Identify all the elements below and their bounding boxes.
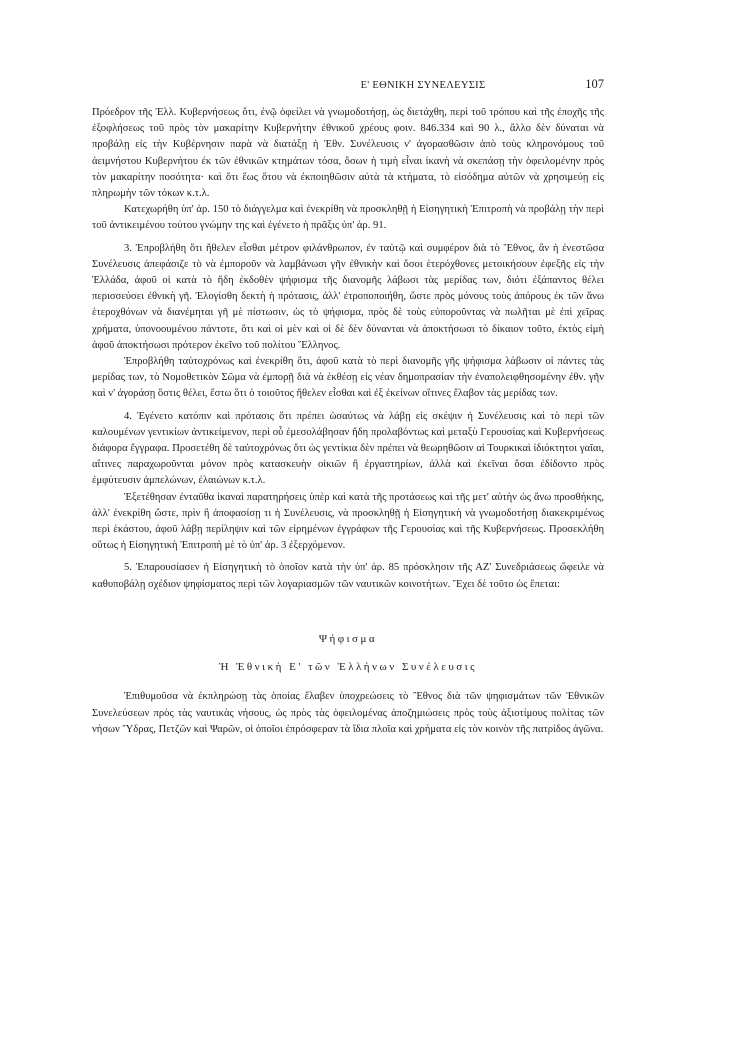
paragraph: Κατεχωρήθη ὑπ' ἀρ. 150 τὸ διάγγελμα καὶ ἐνεκρίθη νὰ προσκληθῇ ἡ Εἰσηγητικὴ Ἐπιτροπὴ νὰ προβάλῃ τὴν περὶ τοῦ ἀντικειμένου τούτου γνώμην της καὶ ἐγένετο ἡ πρᾶξις ὑπ' ἀρ. 91. [92,204,604,232]
page-number: 107 [585,77,604,91]
decree-subtitle: Ἡ Ἐθνικὴ Ε' τῶν Ἑλλήνων Συνέλευσις [218,661,478,674]
page-body [92,105,604,738]
paragraph: Ἐπροβλήθη ταὐτοχρόνως καὶ ἐνεκρίθη ὅτι, ἀφοῦ κατὰ τὸ περὶ διανομῆς γῆς ψήφισμα λάβωσιν οἱ πάντες τὰς μερίδας των, τὸ Νομοθετικὸν Σῶμα νὰ ἐμπορῇ διὰ νὰ ἐκθέσῃ εἰς νέαν δημοπρασίαν τὴν ἐναπολειφθησομένην ἐθν. γῆν καὶ ν' ἀγοράσῃ ὅστις θέλει, ἔστω ὅτι ὁ τοιοῦτος ἤθελεν εἶσθαι καὶ ἐξ ἐκείνων οἵτινες ἔλαβον τὰς μερίδας των. [92,356,604,400]
paragraph: Ἐξετέθησαν ἐνταῦθα ἱκαναὶ παρατηρήσεις ὑπὲρ καὶ κατὰ τῆς προτάσεως καὶ τῆς μετ' αὐτὴν ὡς ἄνω προσθήκης, ἀλλ' ἐνεκρίθη ὥστε, πρὶν ἢ ἀποφασίσῃ τι ἡ Συνέλευσις, νὰ προσκληθῇ ἡ Εἰσηγητικὴ νὰ γνωμοδοτήσῃ διακεκριμένως περὶ ἑκάστου, ἀφοῦ λάβῃ περίληψιν καὶ τῶν εἰρημένων ἐγγράφων τῆς Γερουσίας καὶ τῆς Κυβερνήσεως. Προσεκλήθη οὕτως ἡ Εἰσηγητικὴ Ἐπιτροπὴ μὲ τὸ ὑπ' ἀρ. 3 ἐξερχόμενον. [92,491,604,552]
decree-text: Ἐπιθυμοῦσα νὰ ἐκπληρώσῃ τὰς ὁποίας ἔλαβεν ὑποχρεώσεις τὸ Ἔθνος διὰ τῶν ψηφισμάτων τῶν Ἐθνικῶν Συνελεύσεων πρὸς τὰς ναυτικὰς νήσους, ὡς πρὸς τὰς ὀφειλομένας ἀποζημιώσεις πρὸς τοὺς ἀξιοτίμους πολίτας τῶν νήσων Ὕδρας, Πετζῶν καὶ Ψαρῶν, οἱ ὁποῖοι ἐπρόσφεραν τὰ ἴδια πλοῖα καὶ χρήματα εἰς τὸν κοινὸν τῆς πατρίδος ἀγῶνα. [92,691,604,735]
paragraph-item-3: 3. Ἐπροβλήθη ὅτι ἤθελεν εἶσθαι μέτρον φιλάνθρωπον, ἐν ταὐτῷ καὶ συμφέρον διὰ τὸ Ἔθνος, ἂν ἡ ἐνεστῶσα Συνέλευσις ἀπεφάσιζε τὸ νὰ ἐμποροῦν νὰ λαμβάνωσι γῆν ἐθνικὴν καὶ ὅσοι ἑτερόχθονες μετοικήσουν ἐφεξῆς εἰς τὴν Ἑλλάδα, ἀφοῦ οἱ κατὰ τὸ ἤδη ἐκδοθὲν ψήφισμα τῆς διανομῆς λάβωσι τὰς μερίδας των, διότι ἐξάπαντος θέλει περισσεύσει ἐθνικὴ γῆ. Ἐλογίσθη δεκτὴ ἡ πρότασις, ἀλλ' ἐτροποποιήθη, ὥστε πρὸς μόνους τοὺς ἀπόρους ἐκ τῶν ἄνω ἑτεροχθόνων νὰ διανέμηται γῆ μὲ πίστωσιν, ὡς τὸ ψήφισμα, πρὸς δὲ τοὺς εὐποροῦντας νὰ πωλῆται μὲ ἐπὶ χεῖρας χρήματα, ὑπονοουμένου πάντοτε, ὅτι καὶ οἱ μὲν καὶ οἱ δὲ δὲν δύνανται νὰ ἀποκτήσωσι τὸ δίκαιον τοῦτο, ἐκτὸς εἰμὴ ἀφοῦ ἀποκτήσωσι πρότερον ἐκεῖνο τοῦ πολίτου Ἕλληνος. [92,242,604,351]
paragraph-item-5: 5. Ἐπαρουσίασεν ἡ Εἰσηγητικὴ τὸ ὁποῖον κατὰ τὴν ὑπ' ἀρ. 85 πρόσκλησιν τῆς ΑΖ' Συνεδριάσεως ὤφειλε νὰ καθυποβάλῃ σχέδιον ψηφίσματος περὶ τῶν λογαριασμῶν τῶν ναυτικῶν κοινοτήτων. Ἔχει δὲ τοῦτο ὡς ἔπεται: [92,562,604,590]
page-header [92,78,604,98]
paragraph-item-4: 4. Ἐγένετο κατόπιν καὶ πρότασις ὅτι πρέπει ὡσαύτως νὰ λάβῃ εἰς σκέψιν ἡ Συνέλευσις καὶ τὸ περὶ τῶν καλουμένων γεντικίων ἀντικείμενον, περὶ οὗ ἐμεσολάβησαν ἤδη προλαβόντως καὶ μεταξὺ Γερουσίας καὶ Κυβερνήσεως διάφορα ἔγγραφα. Προσετέθη δὲ ταὐτοχρόνως ὅτι ὡς γεντίκια δὲν πρέπει νὰ θεωρηθῶσιν αἱ Τουρκικαὶ ἰδιόκτητοι γαῖαι, αἵτινες παραχωροῦνται μόνον πρὸς κατασκευὴν οἰκιῶν ἢ ἐργαστηρίων, ἀλλὰ καὶ ἐκεῖναι ὅσαι ἐδίδοντο πρὸς ἐμφύτευσιν ἀμπελώνων, ἐλαιώνων κ.τ.λ. [92,410,604,487]
running-title: Ε' ΕΘΝΙΚΗ ΣΥΝΕΛΕΥΣΙΣ [360,80,486,91]
paragraph-continued: Πρόεδρον τῆς Ἑλλ. Κυβερνήσεως ὅτι, ἐνῷ ὀφείλει νὰ γνωμοδοτήσῃ, ὡς διετάχθη, περὶ τοῦ τρόπου καὶ τῆς ἐποχῆς τῆς ἐξοφλήσεως τοῦ πρὸς τὸν μακαρίτην Κυβερνήτην ἐθνικοῦ χρέους φοιν. 846.334 καὶ 90 λ., ἄλλο δὲν δύναται νὰ προβάλῃ εἰς τὴν Κυβέρνησιν παρὰ νὰ διατάξῃ ἡ Ἐθν. Συνέλευσις ν' ἀγορασθῶσιν ἀπὸ τοὺς κληρονόμους τοῦ ἀειμνήστου Κυβερνήτου ἐκ τῶν ἐθνικῶν κτημάτων τόσα, ὅσων ἡ τιμὴ εἶναι ἱκανὴ νὰ σκεπάσῃ τὴν ὀφειλομένην πρὸς τὸν μακαρίτην ποσότητα· καὶ ὅτι ἕως ὅτου νὰ ἐκποιηθῶσιν αὐτὰ τὰ κτήματα, τὸ εἰσόδημα αὐτῶν νὰ χρησιμεύῃ εἰς πληρωμὴν τῶν τόκων κ.τ.λ. [92,107,604,200]
decree-title: Ψήφισμα [318,632,378,645]
